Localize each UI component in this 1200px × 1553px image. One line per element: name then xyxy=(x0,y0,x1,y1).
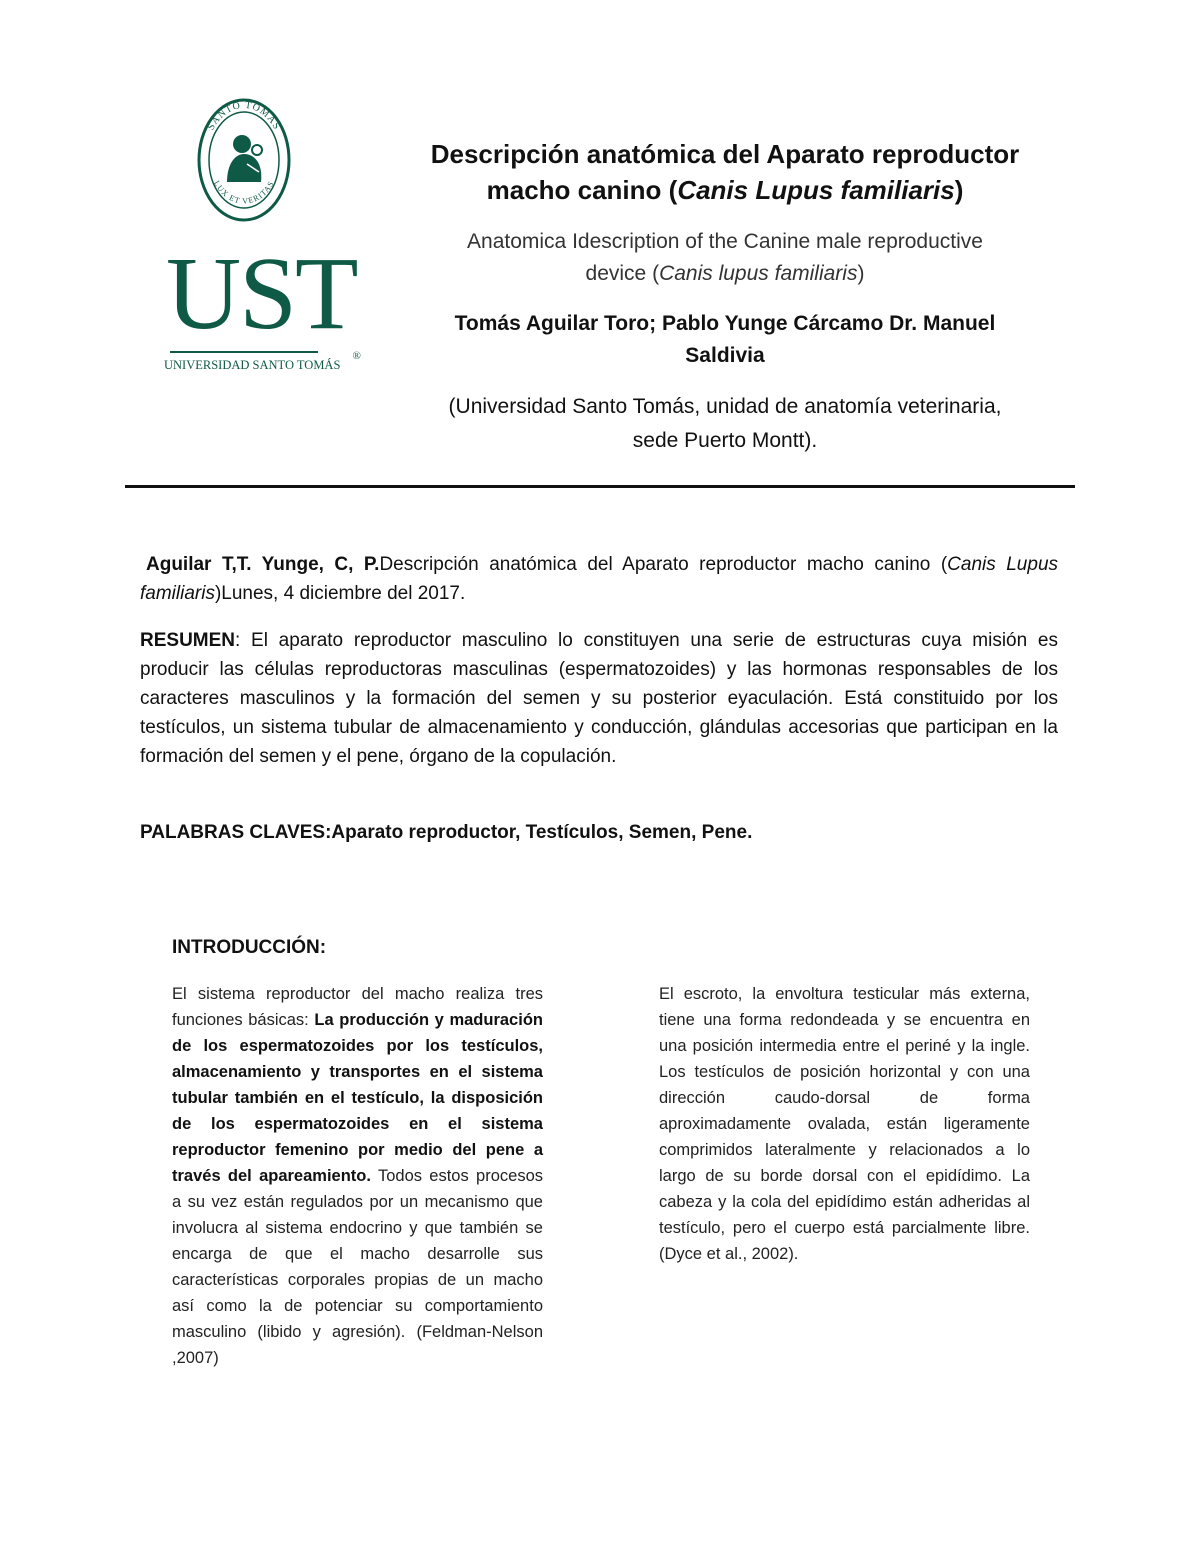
introduction-heading: INTRODUCCIÓN: xyxy=(172,937,327,958)
citation-authors: Aguilar T,T. Yunge, C, P. xyxy=(146,554,380,575)
svg-text:SANTO TOMÁS xyxy=(206,100,283,132)
keywords xyxy=(140,818,1058,847)
citation-title: Descripción anatómica del Aparato reproductor macho canino ( xyxy=(379,554,948,575)
english-subtitle xyxy=(395,226,1055,290)
keywords-label: PALABRAS CLAVES: xyxy=(140,822,332,843)
introduction-right-column xyxy=(659,981,1030,1267)
header-divider xyxy=(125,485,1075,488)
logo-divider xyxy=(170,351,318,353)
affiliation xyxy=(395,390,1055,458)
saint-figure-icon xyxy=(227,135,262,182)
authors-line-1: Tomás Aguilar Toro; Pablo Yunge Cárcamo Dr. Manuel xyxy=(454,312,996,335)
svg-text:LUX ET VERITAS xyxy=(212,179,276,206)
intro-left-bold: La producción y maduración de los espermatozoides por los testículos, almacenamiento y transportes en el sistema tubular también en el testículo, la disposición de los espermatozoides en el sistema reproductor femenino por medio del pene a través del apareamiento. xyxy=(172,1011,543,1185)
affiliation-line-1: (Universidad Santo Tomás, unidad de anatomía veterinaria, xyxy=(448,395,1002,418)
ust-wordmark xyxy=(166,236,361,362)
seal-bottom-text: LUX ET VERITAS xyxy=(211,179,277,206)
abstract-text: : El aparato reproductor masculino lo constituyen una serie de estructuras cuya misión es producir las células reproductoras masculinas (espermatozoides) y las hormonas responsables de los caracteres masculinos y la formación del semen y su posterior eyaculación. Está constituido por los testículos, un sistema tubular de almacenamiento y conducción, glándulas accesorias que participan en la formación del semen y el pene, órgano de la copulación. xyxy=(140,630,1058,767)
subtitle-line-2-pre: device ( xyxy=(585,262,660,285)
title-line-2-post: ) xyxy=(954,175,964,205)
seal-top-text: SANTO TOMÁS xyxy=(205,99,283,133)
abstract xyxy=(140,626,1058,771)
title-line-1: Descripción anatómica del Aparato reproductor xyxy=(430,139,1020,169)
citation-species: Canis Lupus familiaris xyxy=(140,554,1059,604)
citation xyxy=(140,550,1058,608)
affiliation-line-2: sede Puerto Montt). xyxy=(632,429,818,452)
registered-mark: ® xyxy=(352,350,361,362)
abstract-label: RESUMEN xyxy=(140,630,236,651)
subtitle-line-1: Anatomica Idescription of the Canine male reproductive xyxy=(467,230,983,253)
keywords-text: Aparato reproductor, Testículos, Semen, Pene. xyxy=(331,822,753,843)
university-seal-logo xyxy=(197,98,291,222)
ust-acronym: UST xyxy=(166,236,357,351)
title-species: Canis Lupus familiaris xyxy=(677,175,955,205)
citation-date: )Lunes, 4 diciembre del 2017. xyxy=(214,583,466,604)
paper-title xyxy=(395,136,1055,208)
title-line-2-pre: macho canino ( xyxy=(486,175,678,205)
subtitle-line-2-post: ) xyxy=(857,262,865,285)
authors-line-2: Saldivia xyxy=(685,344,765,367)
authors xyxy=(395,308,1055,372)
intro-left-text-2: Todos estos procesos a su vez están regulados por un mecanismo que involucra al sistema endocrino y que también se encarga de que el macho desarrolle sus características corporales propias de un macho así como la de potenciar su comportamiento masculino (libido y agresión). (Feldman-Nelson ,2007) xyxy=(172,1167,543,1367)
university-name: UNIVERSIDAD SANTO TOMÁS xyxy=(164,358,341,372)
intro-left-text-1: El sistema reproductor del macho realiza tres funciones básicas: xyxy=(172,985,543,1029)
subtitle-species: Canis lupus familiaris xyxy=(659,262,858,285)
introduction-left-column xyxy=(172,981,543,1371)
intro-right-text: El escroto, la envoltura testicular más externa, tiene una forma redondeada y se encuentra en una posición intermedia entre el periné y la ingle. Los testículos de posición horizontal y con una dirección caudo-dorsal de forma aproximadamente ovalada, están ligeramente comprimidos lateralmente y relacionados a lo largo de su borde dorsal con el epidídimo. La cabeza y la cola del epidídimo están adheridas al testículo, pero el cuerpo está parcialmente libre. (Dyce et al., 2002). xyxy=(659,985,1030,1263)
